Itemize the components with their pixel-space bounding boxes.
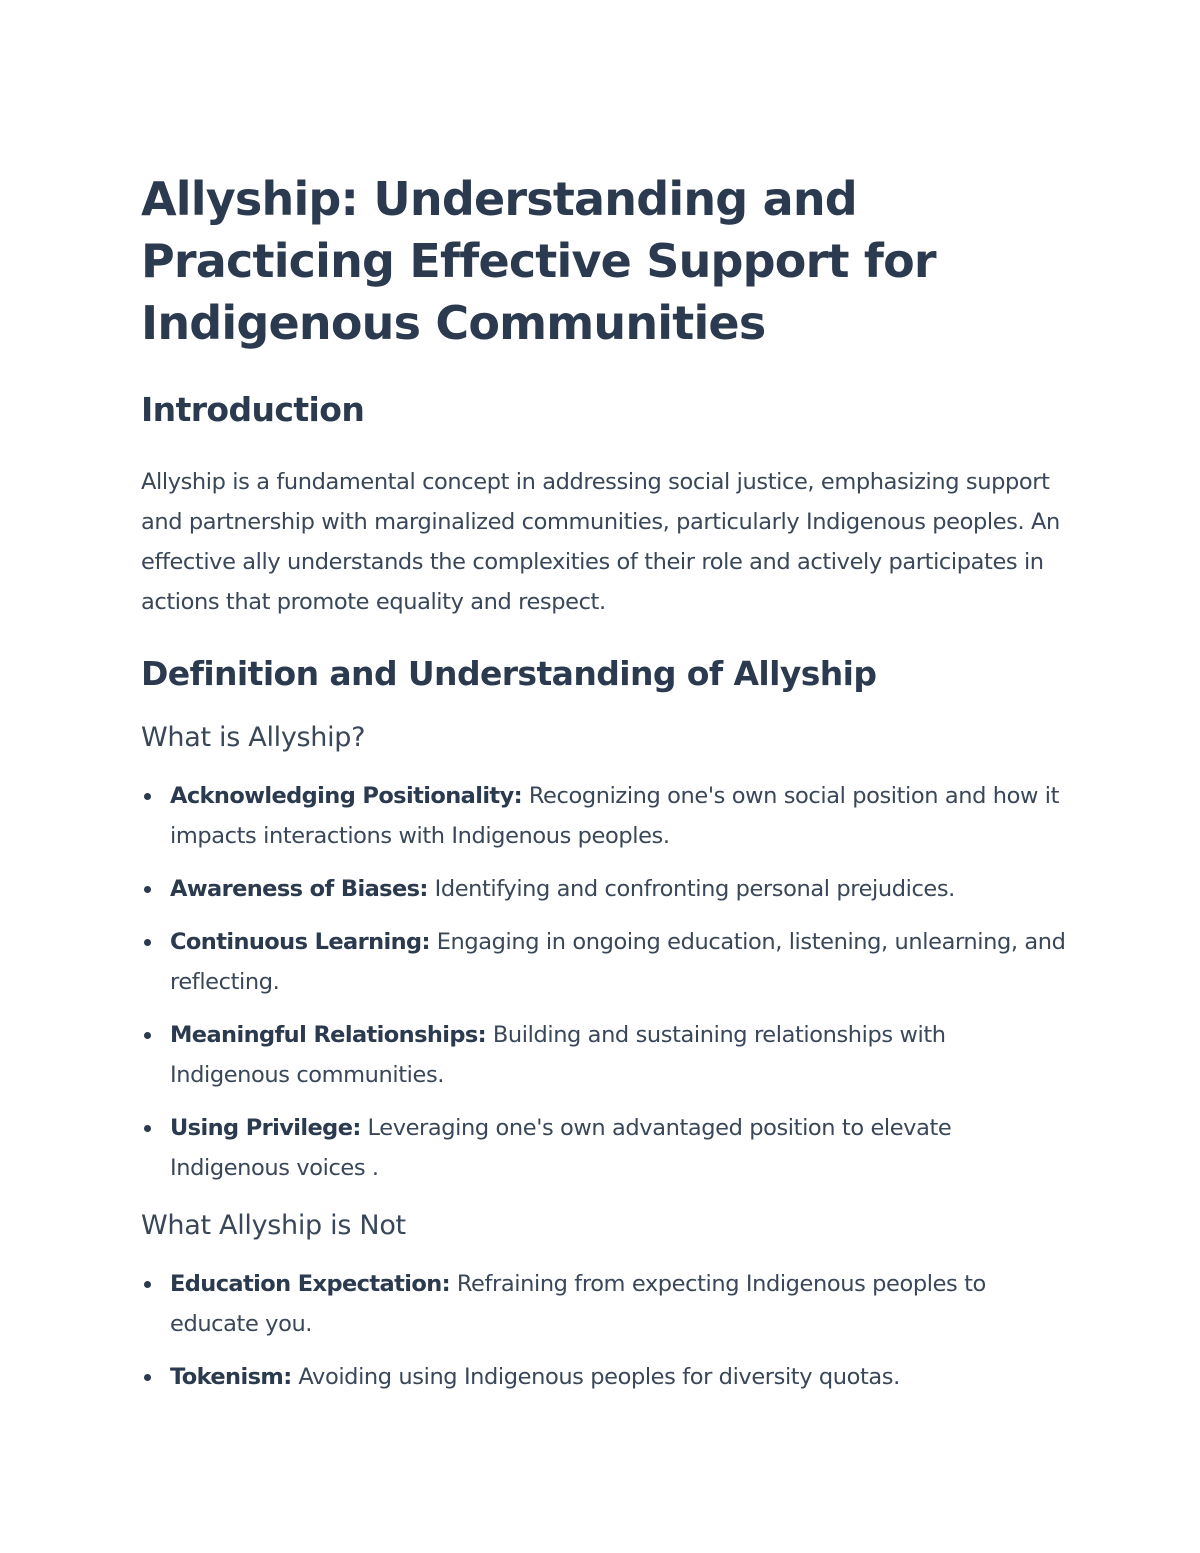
list-item-text: Refraining from expecting Indigenous peoples to educate you. <box>170 1271 986 1337</box>
list-item-text: Leveraging one's own advantaged position to elevate Indigenous voices . <box>170 1115 952 1181</box>
list-item <box>141 1357 1071 1397</box>
list-item <box>141 869 1071 909</box>
page-title: Allyship: Understanding and Practicing Effective Support for Indigenous Communities <box>141 172 936 350</box>
definition-heading: Definition and Understanding of Allyship <box>141 654 877 693</box>
list-item <box>141 1108 1071 1188</box>
list-item-text: Avoiding using Indigenous peoples for diversity quotas. <box>298 1364 900 1390</box>
list-item-text: Building and sustaining relationships with Indigenous communities. <box>170 1022 946 1088</box>
bullet-icon <box>144 1374 151 1381</box>
list-item-term: Tokenism: <box>170 1364 292 1390</box>
bullet-icon <box>144 793 151 800</box>
what-is-allyship-list <box>141 776 1071 1188</box>
list-item-text: Identifying and confronting personal prejudices. <box>434 876 955 902</box>
bullet-icon <box>144 1032 151 1039</box>
bullet-icon <box>144 939 151 946</box>
list-item-term: Meaningful Relationships: <box>170 1022 487 1048</box>
list-item-term: Acknowledging Positionality: <box>170 783 523 809</box>
document-page <box>141 168 1071 1397</box>
list-item <box>141 1015 1071 1095</box>
list-item-term: Education Expectation: <box>170 1271 451 1297</box>
list-item <box>141 922 1071 1002</box>
bullet-icon <box>144 1281 151 1288</box>
list-item-text: Recognizing one's own social position and how it impacts interactions with Indigenous peoples. <box>170 783 1059 849</box>
list-item-term: Continuous Learning: <box>170 929 430 955</box>
list-item-term: Awareness of Biases: <box>170 876 428 902</box>
introduction-heading: Introduction <box>141 390 365 429</box>
what-allyship-is-not-heading: What Allyship is Not <box>141 1210 406 1241</box>
list-item <box>141 1264 1071 1344</box>
list-item-text: Engaging in ongoing education, listening, unlearning, and reflecting. <box>170 929 1066 995</box>
introduction-paragraph: Allyship is a fundamental concept in addressing social justice, emphasizing support and partnership with marginalized communities, particularly Indigenous peoples. An effective ally understands the complexities of their role and actively participates in actions that promote equality and respect. <box>141 469 1060 615</box>
bullet-icon <box>144 1125 151 1132</box>
what-allyship-is-not-list <box>141 1264 1071 1397</box>
what-is-allyship-heading: What is Allyship? <box>141 722 366 753</box>
list-item <box>141 776 1071 856</box>
list-item-term: Using Privilege: <box>170 1115 361 1141</box>
bullet-icon <box>144 886 151 893</box>
